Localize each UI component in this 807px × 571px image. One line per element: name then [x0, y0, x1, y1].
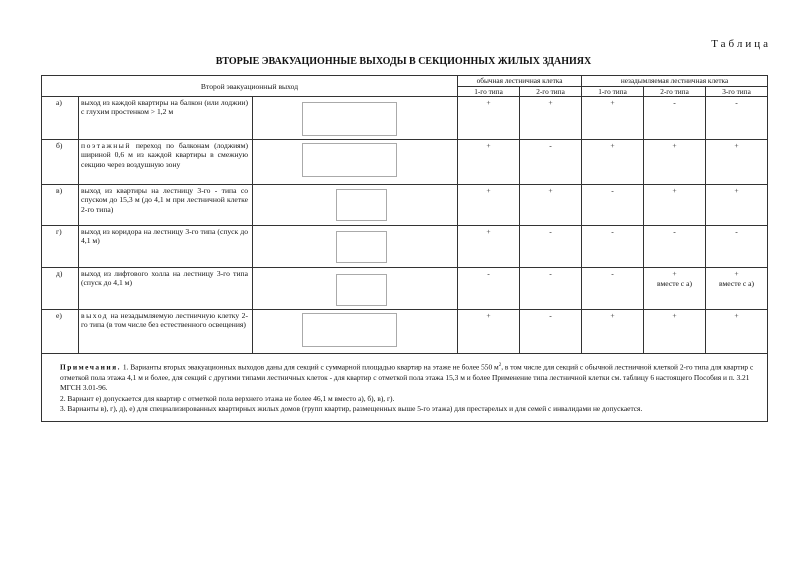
mark-cell: + [582, 140, 644, 185]
document-title: ВТОРЫЕ ЭВАКУАЦИОННЫЕ ВЫХОДЫ В СЕКЦИОННЫХ ЖИЛЫХ ЗДАНИЯХ [215, 56, 592, 67]
row-text: из лифтового холла на лестницу 3-го типа (спуск до 4,1 м) [81, 269, 248, 288]
mark-cell [458, 268, 520, 310]
row-text: переход по балконам (лоджиям) шириной 0,6 м из каждой квартиры в смежную секцию через воздушную зону [81, 141, 248, 169]
mark-value: - [549, 269, 552, 278]
note-1-text-cont: , в том числе для секций с обычной лестничной клеткой 2-го типа для квартир с отметкой пола этажа 4,1 м и более, для секций с другими типами лестничных клеток - для квартир с отметкой пола этажа 15,3 м и более Применение типа лестничной клетки см. таблицу 6 настоящего Пособия и п. 3.21 МГСН 3.01-96. [60, 362, 754, 393]
row-description [79, 185, 253, 226]
mark-cell: + [458, 185, 520, 226]
row-letter: в) [42, 185, 79, 226]
header-exit-column: Второй эвакуационный выход [42, 76, 458, 97]
row-text: из квартиры на лестницу 3-го - типа со спуском до 15,3 м (до 4,1 м при лестничной клетке 2-го типа) [81, 186, 248, 214]
row-text: на незадымляемую лестничную клетку 2-го типа (в том числе без естественного освещения) [81, 311, 248, 330]
row-letter: д) [42, 268, 79, 310]
row-letter: б) [42, 140, 79, 185]
mark-cell: + [706, 185, 768, 226]
mark-cell: + [458, 310, 520, 354]
mark-cell: + [520, 97, 582, 140]
row-lead: поэтажный [81, 141, 131, 150]
mark-cell: + [458, 97, 520, 140]
mark-cell: + [644, 185, 706, 226]
mark-cell: + [520, 185, 582, 226]
table-row [42, 310, 768, 354]
table-row [42, 97, 768, 140]
header-type: 2-го типа [520, 87, 582, 97]
row-diagram [253, 185, 458, 226]
mark-cell [520, 268, 582, 310]
mark-cell: - [706, 226, 768, 268]
mark-cell: + [582, 97, 644, 140]
mark-cell: - [644, 97, 706, 140]
mark-cell: - [582, 185, 644, 226]
table-row [42, 185, 768, 226]
row-description [79, 140, 253, 185]
header-type: 2-го типа [644, 87, 706, 97]
header-row-groups [42, 76, 768, 87]
row-description [79, 268, 253, 310]
diagram-placeholder [336, 231, 387, 263]
note-1-text: 1. Варианты вторых эвакуационных выходов даны для секций с суммарной площадью квартир на этаже не более 550 м [122, 362, 499, 372]
mark-cell: + [458, 140, 520, 185]
mark-cell: + [582, 310, 644, 354]
mark-note: вместе с а) [719, 279, 754, 288]
mark-cell: + [458, 226, 520, 268]
note-3: 3. Варианты в), г), д), е) для специализированных квартирных жилых домов (групп квартир, размещенных выше 5-го этажа) для престарелых и для семей с инвалидами не допускается. [60, 404, 643, 414]
row-description [79, 97, 253, 140]
header-type: 3-го типа [706, 87, 768, 97]
table-row [42, 268, 768, 310]
note-1 [46, 361, 763, 394]
mark-value: - [487, 269, 490, 278]
row-diagram [253, 226, 458, 268]
mark-cell: + [644, 140, 706, 185]
header-type: 1-го типа [458, 87, 520, 97]
mark-cell: - [520, 310, 582, 354]
table-caption: Таблица [711, 38, 771, 50]
row-diagram [253, 140, 458, 185]
row-lead: выход [81, 98, 101, 107]
mark-cell [706, 268, 768, 310]
mark-cell: - [706, 97, 768, 140]
row-letter: е) [42, 310, 79, 354]
note-1-superscript: 2 [498, 363, 502, 368]
mark-cell: - [520, 226, 582, 268]
notes-cell [42, 354, 768, 422]
mark-value: - [611, 269, 614, 278]
mark-value: + [734, 269, 739, 278]
row-lead: выход [81, 186, 101, 195]
notes-row [42, 354, 768, 422]
note-2: 2. Вариант е) допускается для квартир с отметкой пола верхнего этажа не более 46,1 м вместо а), б), в), г). [60, 393, 395, 403]
row-text: из коридора на лестницу 3-го типа (спуск до 4,1 м) [81, 227, 248, 246]
row-lead: выход [81, 311, 109, 320]
mark-note: вместе с а) [657, 279, 692, 288]
row-description [79, 226, 253, 268]
row-diagram [253, 268, 458, 310]
row-text: из каждой квартиры на балкон (или лоджии) с глухим простенком > 1,2 м [81, 98, 248, 117]
mark-cell: + [644, 310, 706, 354]
header-smokefree-stairwell: незадымляемая лестничная клетка [582, 76, 768, 87]
mark-cell: - [520, 140, 582, 185]
diagram-placeholder [336, 274, 387, 306]
row-letter: а) [42, 97, 79, 140]
row-letter: г) [42, 226, 79, 268]
table-row [42, 226, 768, 268]
mark-cell [644, 268, 706, 310]
diagram-placeholder [302, 143, 397, 177]
mark-cell [582, 268, 644, 310]
header-regular-stairwell: обычная лестничная клетка [458, 76, 582, 87]
notes-label: Примечания. [60, 362, 121, 372]
row-diagram [253, 310, 458, 354]
evacuation-exits-table [41, 75, 768, 422]
header-type: 1-го типа [582, 87, 644, 97]
row-lead: выход [81, 227, 101, 236]
mark-cell: + [706, 310, 768, 354]
mark-value: + [672, 269, 677, 278]
mark-cell: + [706, 140, 768, 185]
mark-cell: - [644, 226, 706, 268]
diagram-placeholder [302, 313, 397, 347]
row-description [79, 310, 253, 354]
diagram-placeholder [302, 102, 397, 136]
diagram-placeholder [336, 189, 387, 221]
row-lead: выход [81, 269, 101, 278]
table-row [42, 140, 768, 185]
row-diagram [253, 97, 458, 140]
mark-cell: - [582, 226, 644, 268]
